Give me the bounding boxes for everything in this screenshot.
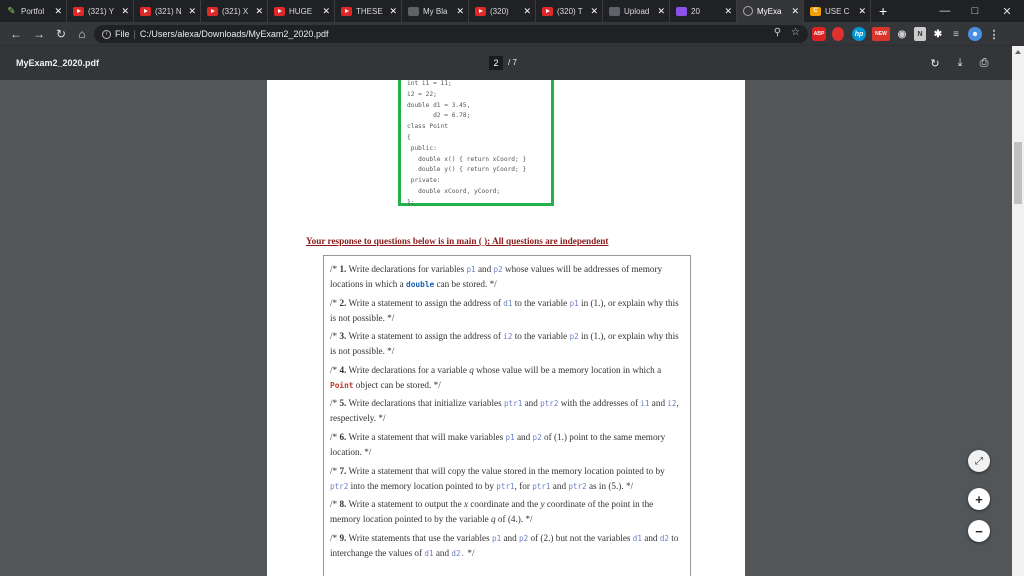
browser-tab[interactable] (536, 0, 603, 22)
browser-tab[interactable] (402, 0, 469, 22)
browser-tab[interactable] (335, 0, 402, 22)
tab-strip (0, 0, 1024, 22)
tab-label: MyExa (757, 6, 782, 16)
address-bar[interactable] (94, 25, 808, 43)
tab-label: My Bla (423, 6, 448, 16)
instructions-heading: Your response to questions below is in main ( ); All questions are independent (306, 236, 609, 246)
code-line: i2 = 22; (407, 90, 437, 98)
hp-extension-icon[interactable]: hp (852, 27, 866, 41)
close-tab-icon[interactable]: ✕ (322, 5, 330, 16)
pdf-viewport[interactable] (0, 80, 1012, 576)
tab-label: USE C (825, 6, 850, 16)
forward-arrow-icon[interactable]: → (33, 27, 45, 41)
tab-label: (321) Y (88, 6, 115, 16)
url-path: C:/Users/alexa/Downloads/MyExam2_2020.pdf (139, 29, 329, 39)
close-tab-icon[interactable]: ✕ (523, 5, 531, 16)
browser-tab[interactable] (603, 0, 670, 22)
tab-label: (320) T (557, 6, 583, 16)
youtube-icon (73, 7, 84, 16)
bookmark-star-icon[interactable]: ☆ (791, 27, 800, 38)
code-line: int i1 = 11; (407, 80, 452, 87)
pdf-filename: MyExam2_2020.pdf (16, 58, 100, 68)
browser-tab[interactable] (134, 0, 201, 22)
question-6: /* 6. Write a statement that will make variables p1 and p2 of (1.) point to the same memory location. */ (330, 431, 666, 457)
youtube-icon (542, 7, 553, 16)
code-line: { (407, 133, 411, 141)
browser-menu-icon[interactable]: ⋮ (988, 28, 1000, 41)
adblock-extension-icon[interactable]: ABP (812, 27, 826, 41)
code-line: double d1 = 3.45, (407, 101, 471, 109)
browser-tab[interactable] (737, 0, 804, 22)
info-icon[interactable]: i (102, 30, 111, 39)
vertical-scrollbar[interactable] (1012, 46, 1024, 576)
youtube-icon (475, 7, 486, 16)
code-line: class Point (407, 123, 448, 131)
close-tab-icon[interactable]: ✕ (724, 5, 732, 16)
close-tab-icon[interactable]: ✕ (188, 5, 196, 16)
tab-label: (321) X (222, 6, 249, 16)
minimize-button[interactable]: — (939, 5, 951, 17)
close-window-button[interactable]: ✕ (1002, 5, 1012, 18)
zoom-in-button[interactable]: + (968, 488, 990, 510)
fit-page-icon[interactable]: ⤢ (968, 450, 990, 472)
document-icon (408, 7, 419, 16)
new-badge-extension-icon[interactable]: NEW (872, 27, 890, 41)
home-icon[interactable]: ⌂ (78, 27, 86, 41)
pencil-icon: ✎ (7, 5, 16, 17)
question-8: /* 8. Write a statement to output the x coordinate and the y coordinate of the point in the memory location pointed to by the variable q of (4.). */ (330, 499, 654, 525)
globe-icon (743, 6, 753, 16)
question-7: /* 7. Write a statement that will copy the value stored in the memory location pointed to by ptr2 into the memory location pointed to by ptr1, for ptr1 and ptr2 as in (5.). */ (330, 465, 665, 491)
profile-avatar[interactable]: ☻ (968, 27, 982, 41)
code-line: public: (407, 144, 437, 152)
youtube-icon (140, 7, 151, 16)
tab-label: Portfol (21, 6, 45, 16)
rotate-icon[interactable]: ↻ (930, 57, 940, 70)
question-3: /* 3. Write a statement to assign the address of i2 to the variable p2 in (1.), or explain why this is not possible. */ (330, 331, 679, 357)
code-line: double y() { return yCoord; } (407, 166, 527, 174)
question-2: /* 2. Write a statement to assign the address of d1 to the variable p1 in (1.), or explain why this is not possible. */ (330, 297, 679, 323)
red-extension-icon[interactable] (832, 27, 844, 41)
document-icon (609, 7, 620, 16)
tab-label: THESE (356, 6, 383, 16)
tab-label: (320) (490, 6, 509, 16)
tab-label: 20 (691, 6, 700, 16)
url-scheme: File (115, 29, 130, 39)
close-tab-icon[interactable]: ✕ (121, 5, 129, 16)
tab-label: Upload (624, 6, 650, 16)
tab-label: HUGE (289, 6, 313, 16)
question-4: /* 4. Write declarations for a variable q whose value will be a memory location in which a Point object can be stored. */ (330, 364, 662, 390)
browser-tab[interactable] (469, 0, 536, 22)
question-9: /* 9. Write statements that use the variables p1 and p2 of (2.) but not the variables d1 and d2 to interchange the values of d1 and d2. */ (330, 532, 679, 558)
close-tab-icon[interactable]: ✕ (858, 5, 866, 16)
queue-icon[interactable]: ≡ (953, 28, 959, 40)
close-tab-icon[interactable]: ✕ (389, 5, 397, 16)
youtube-icon (341, 7, 352, 16)
pdf-toolbar (0, 46, 1024, 80)
dark-reader-icon[interactable]: N (914, 27, 926, 41)
puzzle-icon[interactable]: ✱ (933, 28, 943, 40)
browser-tab[interactable] (670, 0, 737, 22)
question-1: /* 1. Write declarations for variables p1 and p2 whose values will be addresses of memory locations in which a double can be stored. */ (330, 264, 663, 289)
browser-tab[interactable] (268, 0, 335, 22)
browser-toolbar (0, 22, 1024, 46)
browser-tab[interactable] (201, 0, 268, 22)
location-pin-icon[interactable]: ◉ (897, 28, 907, 40)
youtube-icon (274, 7, 285, 16)
questions-box (323, 255, 691, 576)
close-tab-icon[interactable]: ✕ (54, 5, 62, 16)
close-tab-icon[interactable]: ✕ (456, 5, 464, 16)
code-line: double x() { return xCoord; } (407, 155, 527, 163)
new-tab-button[interactable]: + (879, 3, 888, 19)
download-icon[interactable]: ⤓ (957, 56, 963, 69)
maximize-button[interactable]: □ (971, 5, 979, 17)
close-tab-icon[interactable]: ✕ (590, 5, 598, 16)
reload-icon[interactable]: ↻ (55, 27, 67, 41)
code-line: private: (407, 177, 441, 185)
tab-label: (321) N (155, 6, 182, 16)
close-tab-icon[interactable]: ✕ (657, 5, 665, 16)
browser-tab[interactable] (67, 0, 134, 22)
close-tab-icon[interactable]: ✕ (791, 5, 799, 16)
url-separator: | (133, 29, 136, 39)
print-icon[interactable]: ⎙ (979, 56, 989, 69)
scroll-up-arrow-icon[interactable] (1015, 50, 1021, 54)
c-logo-icon: C (810, 7, 821, 16)
browser-tab[interactable] (0, 0, 67, 22)
youtube-icon (207, 7, 218, 16)
code-line: }; (407, 198, 415, 206)
page-total: / 7 (508, 58, 517, 67)
question-5: /* 5. Write declarations that initialize variables ptr1 and ptr2 with the addresses of i1 and i2, respectively. */ (330, 398, 679, 424)
zoom-icon[interactable]: ⚲ (773, 27, 782, 38)
scrollbar-thumb[interactable] (1014, 142, 1022, 204)
page-number-input[interactable]: 2 (489, 56, 503, 70)
back-arrow-icon[interactable]: ← (10, 27, 22, 41)
code-line: d2 = 6.78; (407, 112, 471, 120)
zoom-out-button[interactable]: − (968, 520, 990, 542)
code-snippet (398, 80, 554, 206)
code-line: double xCoord, yCoord; (407, 187, 501, 195)
close-tab-icon[interactable]: ✕ (255, 5, 263, 16)
purple-app-icon (676, 7, 687, 16)
browser-tab[interactable] (804, 0, 871, 22)
pdf-page (267, 80, 745, 576)
